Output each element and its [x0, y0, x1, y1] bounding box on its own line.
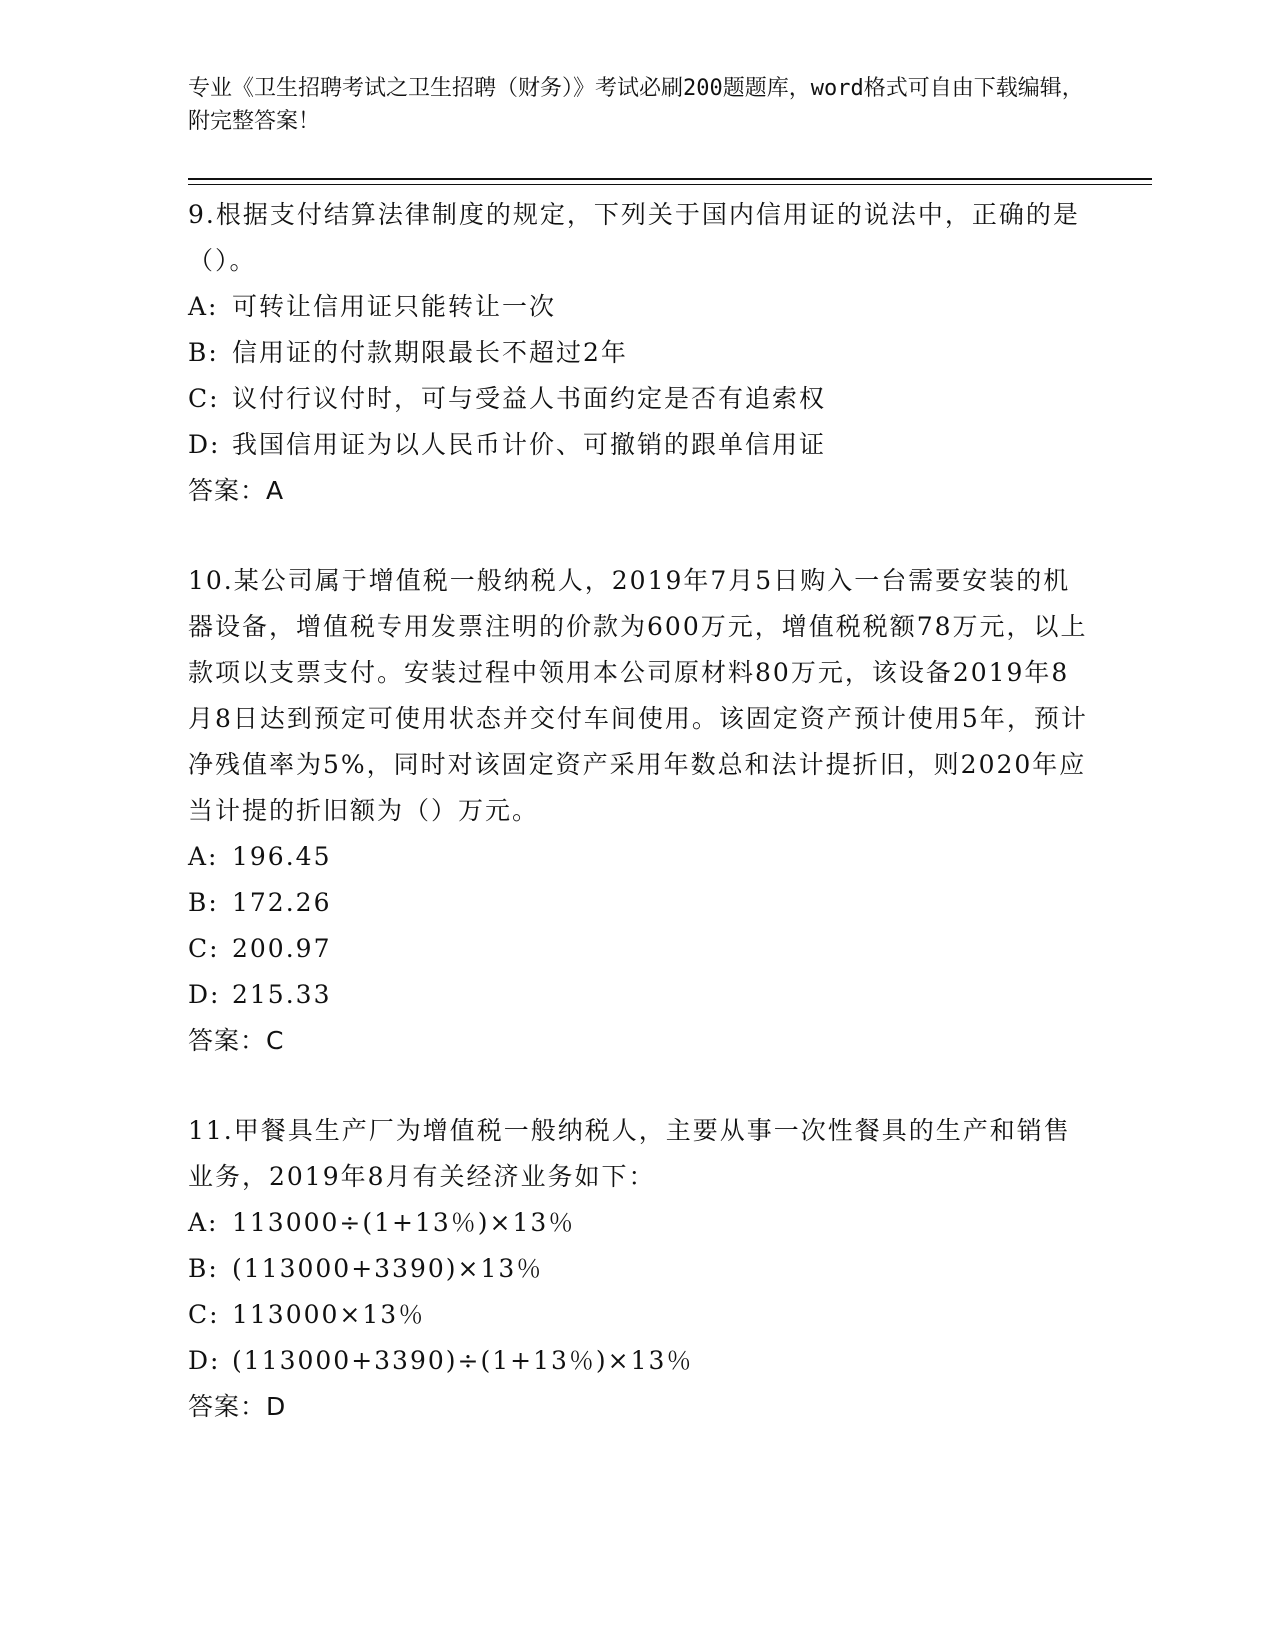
option-d	[188, 422, 1088, 468]
option-label: A:	[188, 842, 219, 871]
option-label: D:	[188, 430, 221, 459]
option-b	[188, 330, 1088, 376]
option-text: 我国信用证为以人民币计价、可撤销的跟单信用证	[232, 430, 827, 459]
question-9	[188, 192, 1088, 514]
document-header: 专业《卫生招聘考试之卫生招聘（财务）》考试必刷200题题库，word格式可自由下载编辑，附完整答案！	[188, 76, 1084, 134]
option-d	[188, 1338, 1088, 1384]
spacer	[188, 1064, 1088, 1108]
option-text: 200.97	[232, 934, 332, 963]
answer-line: 答案：A	[188, 476, 285, 505]
answer-line: 答案：D	[188, 1392, 287, 1421]
option-text: 113000÷(1+13％)×13％	[232, 1208, 576, 1237]
option-text: 信用证的付款期限最长不超过2年	[232, 338, 628, 367]
answer-line: 答案：C	[188, 1026, 285, 1055]
option-label: C:	[188, 1300, 220, 1329]
option-text: 议付行议付时，可与受益人书面约定是否有追索权	[232, 384, 827, 413]
option-label: D:	[188, 1346, 221, 1375]
option-c	[188, 376, 1088, 422]
option-text: (113000+3390)×13％	[232, 1254, 544, 1283]
option-label: D:	[188, 980, 221, 1009]
option-label: A:	[188, 1208, 219, 1237]
option-c	[188, 1292, 1088, 1338]
option-a	[188, 284, 1088, 330]
header-divider-thick	[188, 178, 1152, 180]
option-text: 113000×13％	[232, 1300, 426, 1329]
option-label: C:	[188, 384, 220, 413]
option-text: 可转让信用证只能转让一次	[232, 292, 557, 321]
option-a	[188, 834, 1088, 880]
question-list	[188, 192, 1088, 1430]
question-stem: 10.某公司属于增值税一般纳税人，2019年7月5日购入一台需要安装的机器设备，增值税专用发票注明的价款为600万元，增值税税额78万元，以上款项以支票支付。安装过程中领用本公司原材料80万元，该设备2019年8月8日达到预定可使用状态并交付车间使用。该固定资产预计使用5年，预计净残值率为5%，同时对该固定资产采用年数总和法计提折旧，则2020年应当计提的折旧额为（）万元。	[188, 566, 1088, 825]
option-text: 215.33	[232, 980, 332, 1009]
option-c	[188, 926, 1088, 972]
option-text: 196.45	[232, 842, 332, 871]
option-text: 172.26	[232, 888, 332, 917]
question-11	[188, 1108, 1088, 1430]
spacer	[188, 514, 1088, 558]
option-b	[188, 880, 1088, 926]
question-10	[188, 558, 1088, 1064]
question-stem: 9.根据支付结算法律制度的规定，下列关于国内信用证的说法中，正确的是（）。	[188, 200, 1080, 275]
option-label: C:	[188, 934, 220, 963]
option-label: B:	[188, 338, 219, 367]
header-divider-thin	[188, 184, 1152, 185]
option-d	[188, 972, 1088, 1018]
option-label: A:	[188, 292, 219, 321]
option-text: (113000+3390)÷(1+13％)×13％	[232, 1346, 694, 1375]
question-stem: 11.甲餐具生产厂为增值税一般纳税人，主要从事一次性餐具的生产和销售业务，2019年8月有关经济业务如下：	[188, 1116, 1071, 1191]
option-a	[188, 1200, 1088, 1246]
option-b	[188, 1246, 1088, 1292]
option-label: B:	[188, 888, 219, 917]
option-label: B:	[188, 1254, 219, 1283]
